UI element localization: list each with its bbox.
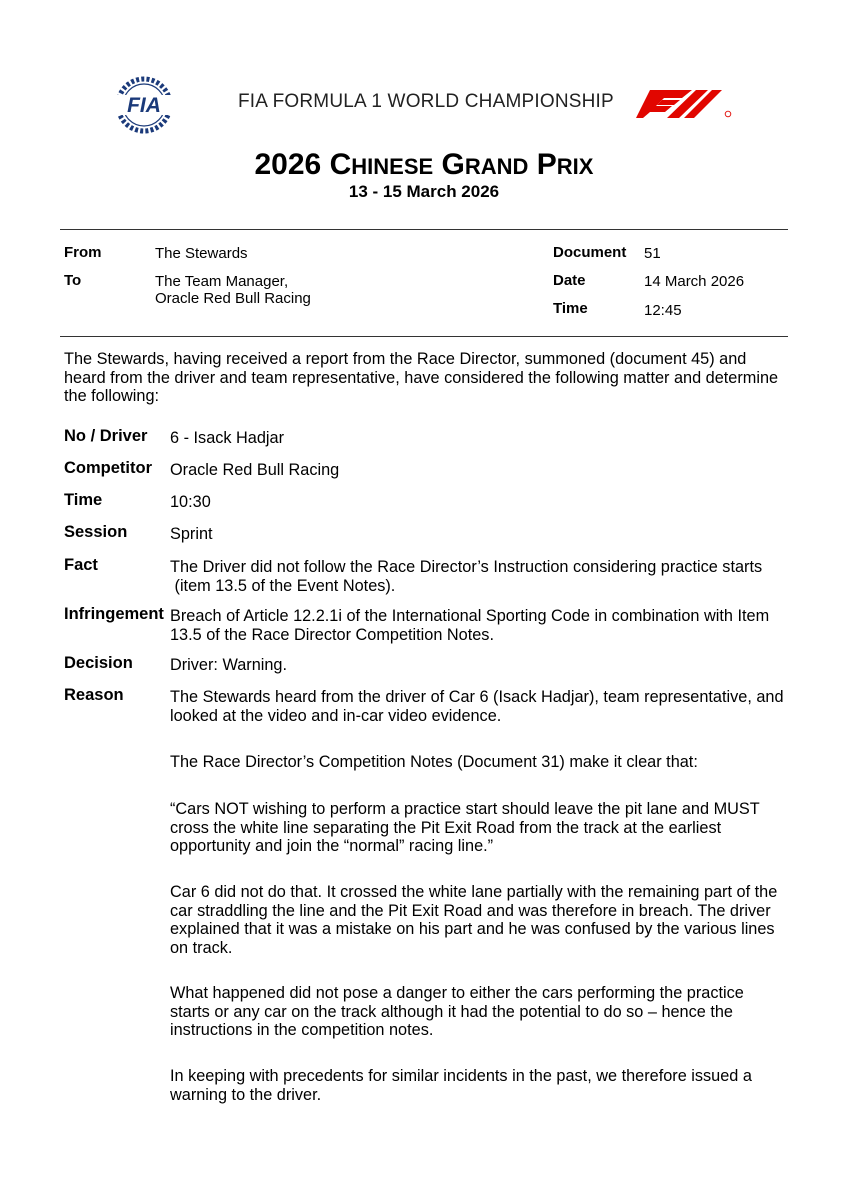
reason-paragraph: In keeping with precedents for similar incidents in the past, we therefore issued a warning to the driver.	[170, 1067, 752, 1104]
time-value: 12:45	[644, 302, 682, 319]
reason-paragraph: What happened did not pose a danger to either the cars performing the practice starts or any car on the track although it had the potential to do so – hence the instructions in the competition notes.	[170, 984, 744, 1039]
f1-logo	[636, 88, 736, 118]
competitor-label: Competitor	[64, 459, 152, 477]
intro-paragraph: The Stewards, having received a report from the Race Director, summoned (document 45) and heard from the driver and team representative, have considered the following matter and determine the following:	[64, 350, 779, 405]
event-dates: 13 - 15 March 2026	[348, 182, 500, 201]
fia-logo-text: FIA	[127, 94, 161, 117]
championship-name: FIA FORMULA 1 WORLD CHAMPIONSHIP	[238, 91, 614, 112]
from-label: From	[64, 244, 102, 261]
to-value: The Team Manager, Oracle Red Bull Racing	[155, 273, 311, 307]
bottom-divider	[60, 336, 788, 337]
decision-value: Driver: Warning.	[170, 656, 288, 674]
infringement-value: Breach of Article 12.2.1i of the International Sporting Code in combination with Item 13.5 of the Race Director Competition Notes.	[170, 607, 770, 644]
driver-value: 6 - Isack Hadjar	[170, 429, 285, 447]
date-label: Date	[553, 272, 586, 289]
time-label: Time	[553, 300, 588, 317]
infringement-label: Infringement	[64, 605, 164, 623]
session-time-label: Time	[64, 491, 103, 509]
competitor-value: Oracle Red Bull Racing	[170, 461, 340, 479]
reason-paragraph: The Race Director’s Competition Notes (Document 31) make it clear that:	[170, 753, 698, 771]
reason-paragraph: The Stewards heard from the driver of Car 6 (Isack Hadjar), team representative, and looked at the video and in-car video evidence.	[170, 688, 784, 725]
from-value: The Stewards	[155, 245, 248, 262]
document-label: Document	[553, 244, 627, 261]
date-value: 14 March 2026	[644, 273, 745, 290]
fia-logo	[106, 76, 182, 134]
session-label: Session	[64, 523, 128, 541]
fact-label: Fact	[64, 556, 98, 574]
reason-label: Reason	[64, 686, 124, 704]
document-value: 51	[644, 245, 661, 262]
session-value: Sprint	[170, 525, 213, 543]
decision-label: Decision	[64, 654, 133, 672]
reason-paragraph: Car 6 did not do that. It crossed the white lane partially with the remaining part of the car straddling the line and the Pit Exit Road and was therefore in breach. The driver explained that it was a mistake on his part and he was confused by the various lines on track.	[170, 883, 778, 957]
page-title: 2026 CHINESE GRAND PRIX	[254, 148, 594, 181]
top-divider	[60, 229, 788, 230]
session-time-value: 10:30	[170, 493, 211, 511]
fact-value: The Driver did not follow the Race Director’s Instruction considering practice starts (item 13.5 of the Event Notes).	[170, 558, 763, 595]
driver-label: No / Driver	[64, 427, 148, 445]
to-label: To	[64, 272, 82, 289]
reason-paragraph: “Cars NOT wishing to perform a practice start should leave the pit lane and MUST cross the white line separating the Pit Exit Road from the track at the earliest opportunity and join the “normal” racing line.”	[170, 800, 760, 855]
